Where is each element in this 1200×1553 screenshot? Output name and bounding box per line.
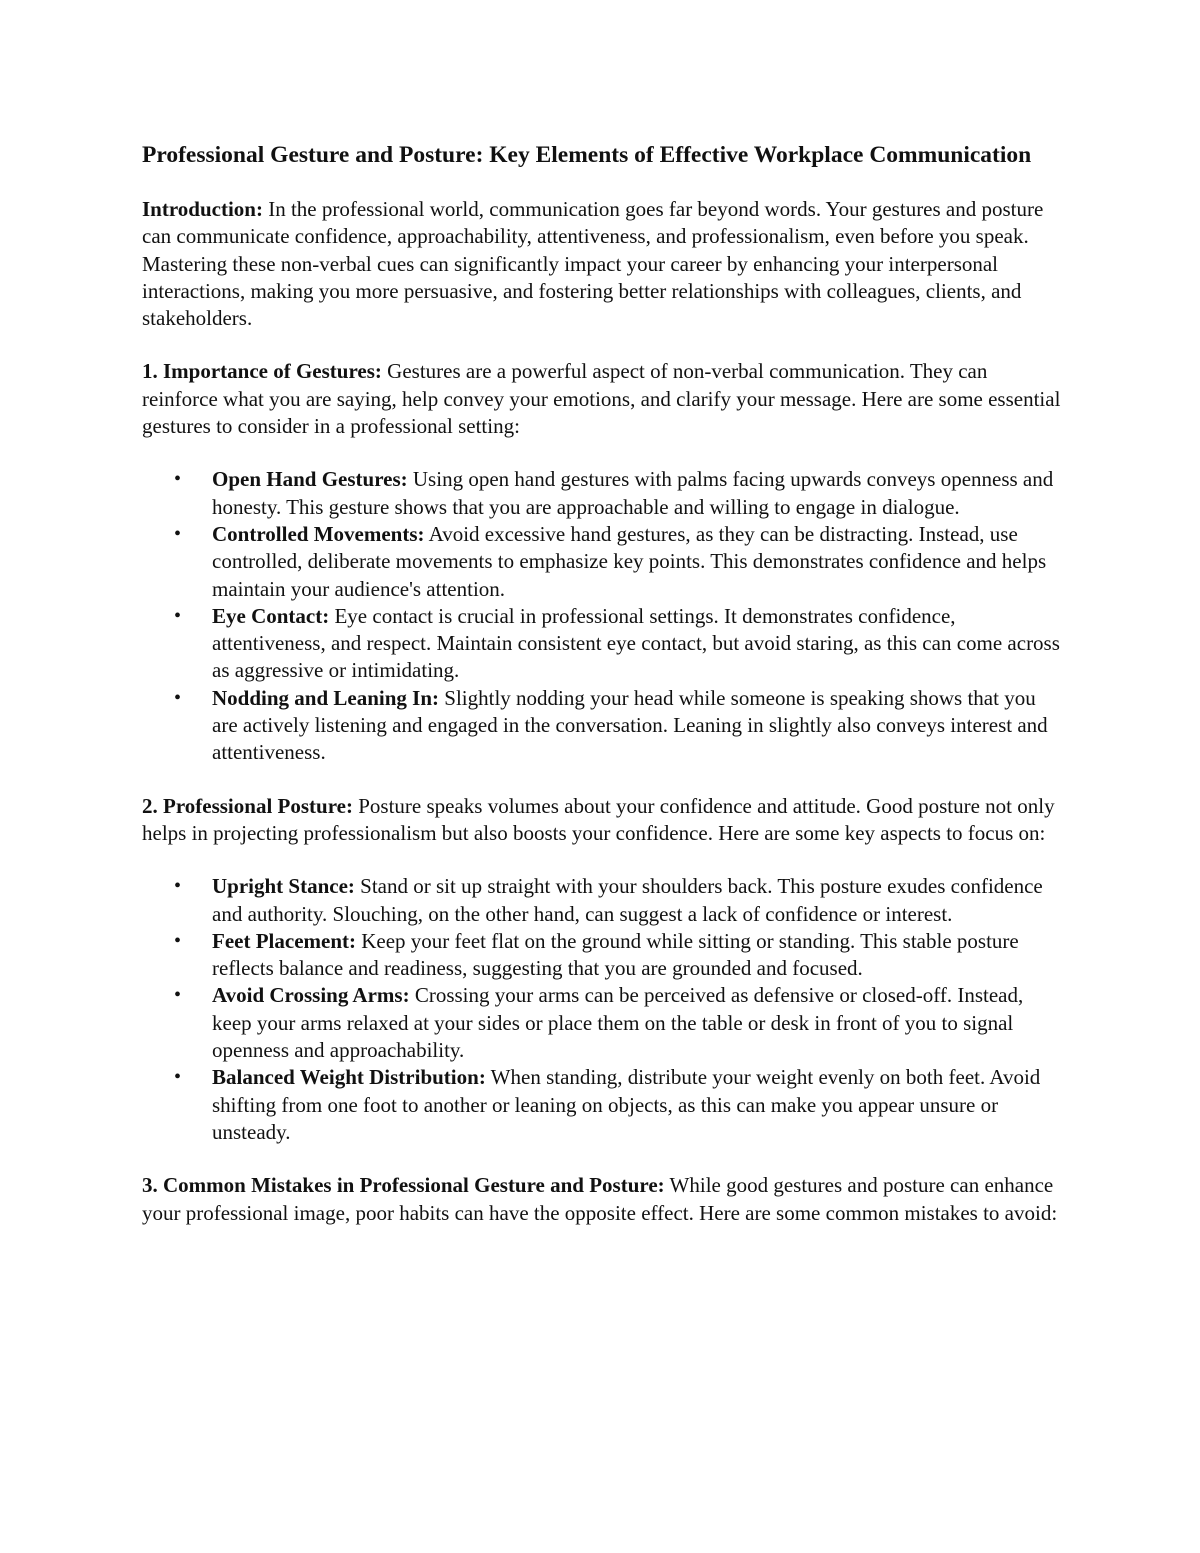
intro-lead: Introduction: (142, 197, 263, 221)
section-3-text: While good gestures and posture can enhance your professional image, poor habits can have the opposite effect. Here are some common mistakes to avoid: (142, 1173, 1058, 1225)
bullet-icon: • (174, 984, 182, 1007)
section-1-heading: 1. Importance of Gestures: (142, 359, 382, 384)
bullet-icon: • (174, 604, 182, 627)
section-2-text: Posture speaks volumes about your confidence and attitude. Good posture not only helps in projecting professionalism but also boosts your confidence. Here are some key aspects to focus on: (142, 793, 1055, 845)
list-item (142, 685, 1062, 767)
list-item-lead: Nodding and Leaning In: (212, 685, 440, 710)
section-3-paragraph (142, 1172, 1062, 1227)
document-page (142, 140, 1062, 1227)
list-item-lead: Open Hand Gestures: (212, 467, 408, 492)
list-item-text: Keep your feet flat on the ground while sitting or standing. This stable posture reflects balance and readiness, suggesting that you are grounded and focused. (212, 928, 1019, 981)
bullet-icon: • (174, 468, 182, 491)
list-item (142, 466, 1062, 521)
list-item-lead: Avoid Crossing Arms: (212, 983, 410, 1008)
list-item-lead: Upright Stance: (212, 874, 355, 899)
list-item-lead: Balanced Weight Distribution: (212, 1065, 486, 1090)
intro-paragraph (142, 196, 1062, 332)
list-item-lead: Eye Contact: (212, 603, 330, 628)
list-item (142, 928, 1062, 983)
list-item (142, 982, 1062, 1064)
list-item-text: Avoid excessive hand gestures, as they can be distracting. Instead, use controlled, deliberate movements to emphasize key points. This demonstrates confidence and helps maintain your audience's attention. (212, 521, 1047, 601)
list-item-text: Using open hand gestures with palms facing upwards conveys openness and honesty. This gesture shows that you are approachable and willing to engage in dialogue. (212, 467, 1054, 519)
bullet-icon: • (174, 522, 182, 545)
gestures-list (142, 466, 1062, 766)
section-1-text: Gestures are a powerful aspect of non-verbal communication. They can reinforce what you are saying, help convey your emotions, and clarify your message. Here are some essential gestures to consider in a professional setting: (142, 359, 1061, 439)
list-item-text: Stand or sit up straight with your shoulders back. This posture exudes confidence and authority. Slouching, on the other hand, can suggest a lack of confidence or interest. (212, 874, 1043, 926)
list-item-text: When standing, distribute your weight evenly on both feet. Avoid shifting from one foot to another or leaning on objects, as this can make you appear unsure or unsteady. (212, 1065, 1041, 1144)
bullet-icon: • (174, 1066, 182, 1089)
posture-list (142, 873, 1062, 1146)
bullet-icon: • (174, 929, 182, 952)
intro-text: In the professional world, communication goes far beyond words. Your gestures and posture can communicate confidence, approachability, attentiveness, and professionalism, even before you speak. Mastering these non-verbal cues can significantly impact your career by enhancing your interpersonal interactions, making you more persuasive, and fostering better relationships with colleagues, clients, and stakeholders. (142, 197, 1044, 331)
list-item-text: Eye contact is crucial in professional settings. It demonstrates confidence, attentiveness, and respect. Maintain consistent eye contact, but avoid staring, as this can come across as aggressive or intimidating. (212, 603, 1060, 683)
section-3-heading: 3. Common Mistakes in Professional Gesture and Posture: (142, 1173, 665, 1198)
list-item (142, 1064, 1062, 1146)
list-item (142, 603, 1062, 685)
list-item-text: Crossing your arms can be perceived as defensive or closed-off. Instead, keep your arms relaxed at your sides or place them on the table or desk in front of you to signal openness and approachability. (212, 983, 1024, 1063)
document-title: Professional Gesture and Posture: Key Elements of Effective Workplace Communication (142, 142, 1032, 168)
list-item-text: Slightly nodding your head while someone is speaking shows that you are actively listening and engaged in the conversation. Leaning in slightly also conveys interest and attentiveness. (212, 685, 1048, 765)
section-1-paragraph (142, 358, 1062, 440)
bullet-icon: • (174, 875, 182, 898)
list-item (142, 873, 1062, 928)
list-item (142, 521, 1062, 603)
section-2-heading: 2. Professional Posture: (142, 793, 353, 818)
list-item-lead: Feet Placement: (212, 928, 356, 953)
list-item-lead: Controlled Movements: (212, 521, 425, 546)
bullet-icon: • (174, 686, 182, 709)
section-2-paragraph (142, 793, 1062, 848)
